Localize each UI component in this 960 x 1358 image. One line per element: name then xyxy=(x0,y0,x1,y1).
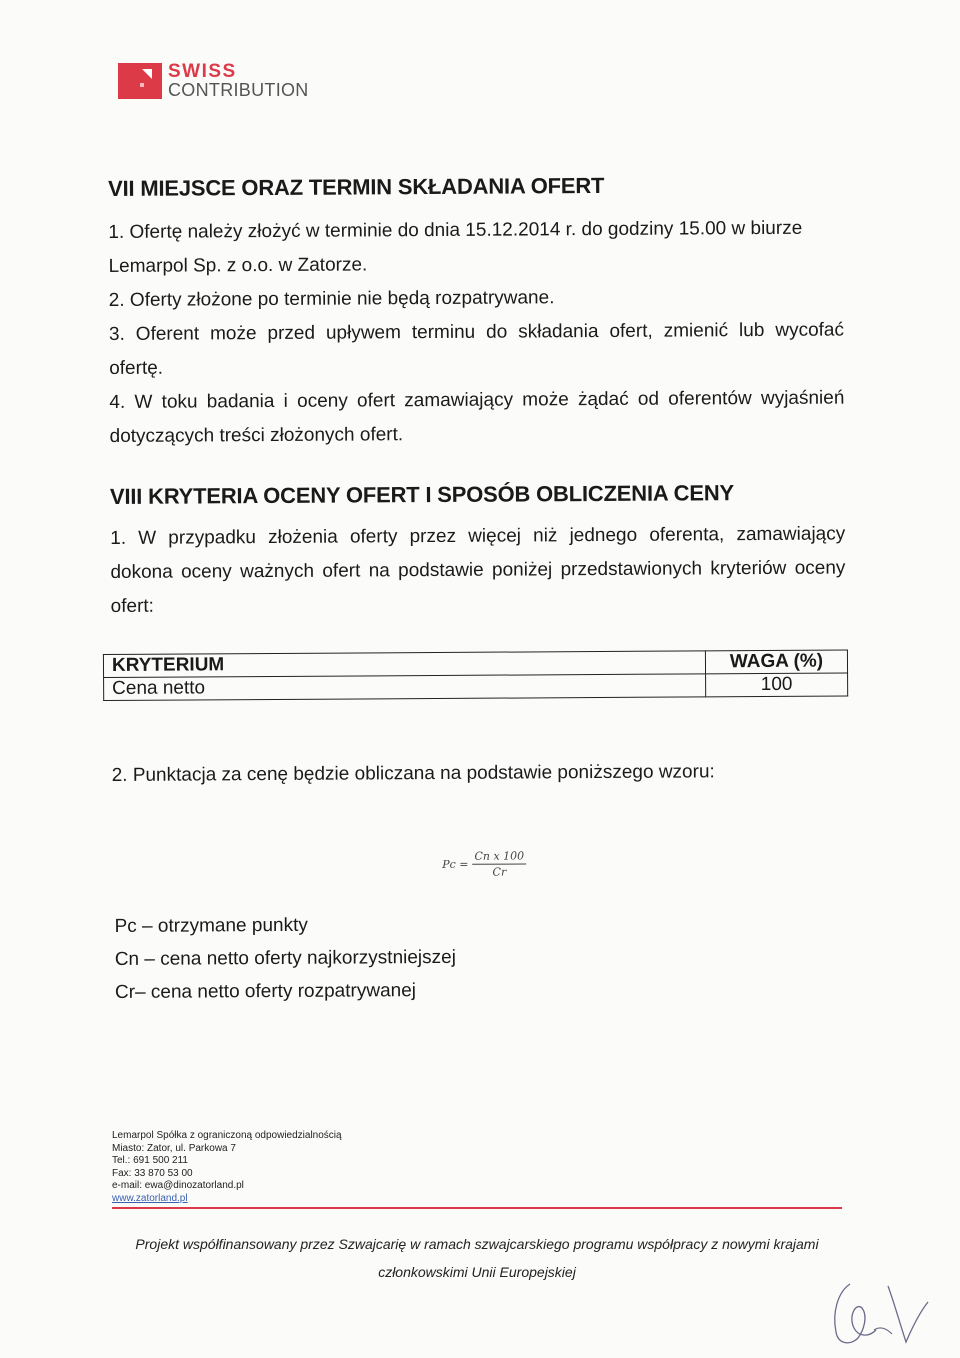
project-note xyxy=(112,1230,842,1286)
section-7-item-3-line-1: 3. Oferent może przed upływem terminu do składania ofert, zmienić lub wycofać xyxy=(108,319,845,345)
formula-numerator: Cn x 100 xyxy=(472,849,526,864)
footer-city: Miasto: Zator, ul. Parkowa 7 xyxy=(112,1142,236,1154)
section-7-item-1-line-2: Lemarpol Sp. z o.o. w Zatorze. xyxy=(108,254,368,277)
table-row xyxy=(104,673,848,701)
footer-company: Lemarpol Spółka z ograniczoną odpowiedzialnością xyxy=(112,1130,342,1141)
section-8-heading: VIII KRYTERIA OCENY OFERT I SPOSÓB OBLICZENIA CENY xyxy=(109,480,735,509)
section-7-item-1-line-1: 1. Ofertę należy złożyć w terminie do dnia 15.12.2014 r. do godziny 15.00 w biurze xyxy=(108,217,803,243)
criteria-cell-weight: 100 xyxy=(706,673,848,697)
section-7-item-4-line-1: 4. W toku badania i oceny ofert zamawiający może żądać od oferentów wyjaśnień xyxy=(109,387,845,413)
definition-cr: Cr– cena netto oferty rozpatrywanej xyxy=(114,980,417,1003)
project-note-line-1: Projekt współfinansowany przez Szwajcarię w ramach szwajcarskiego programu współpracy z nowymi krajami xyxy=(135,1236,819,1252)
criteria-cell-name: Cena netto xyxy=(104,674,706,701)
footer-divider xyxy=(112,1207,842,1209)
section-7-heading: VII MIEJSCE ORAZ TERMIN SKŁADANIA OFERT xyxy=(108,172,605,201)
section-7-item-2: 2. Oferty złożone po terminie nie będą rozpatrywane. xyxy=(108,287,555,311)
project-note-line-2: członkowskimi Unii Europejskiej xyxy=(378,1264,576,1280)
section-8-intro-line-1: 1. W przypadku złożenia oferty przez więcej niż jednego oferenta, zamawiający xyxy=(110,523,846,549)
footer-email: e-mail: ewa@dinozatorland.pl xyxy=(112,1180,244,1191)
handwritten-signature xyxy=(828,1272,938,1357)
footer-tel: Tel.: 691 500 211 xyxy=(112,1155,188,1166)
criteria-header-waga: WAGA (%) xyxy=(705,650,847,674)
footer-fax: Fax: 33 870 53 00 xyxy=(112,1167,193,1179)
formula-lhs: Pc = xyxy=(442,857,469,871)
swiss-flag-icon xyxy=(118,63,162,99)
logo-contribution-text: CONTRIBUTION xyxy=(168,80,309,100)
definition-pc: Pc – otrzymane punkty xyxy=(114,914,308,937)
section-7-item-3-line-2: ofertę. xyxy=(109,357,164,379)
document-body xyxy=(108,172,847,1003)
footer-contact xyxy=(112,1130,342,1205)
section-8-point-2: 2. Punktacja za cenę będzie obliczana na podstawie poniższego wzoru: xyxy=(111,761,715,786)
definition-cn: Cn – cena netto oferty najkorzystniejszej xyxy=(114,946,456,970)
formula-definitions xyxy=(114,908,456,1009)
criteria-header-kryterium: KRYTERIUM xyxy=(103,651,705,678)
price-formula xyxy=(442,849,526,879)
formula-denominator: Cr xyxy=(492,865,507,879)
logo-swiss-text: SWISS xyxy=(168,61,237,82)
section-8-intro-line-2: dokona oceny ważnych ofert na podstawie poniżej przedstawionych kryteriów oceny xyxy=(110,557,846,583)
section-7-item-4-line-2: dotyczących treści złożonych ofert. xyxy=(109,424,404,447)
section-8-intro-line-3: ofert: xyxy=(110,595,155,617)
footer-website-link[interactable]: www.zatorland.pl xyxy=(112,1192,188,1204)
swiss-contribution-logo xyxy=(118,62,309,100)
criteria-table xyxy=(103,649,848,701)
